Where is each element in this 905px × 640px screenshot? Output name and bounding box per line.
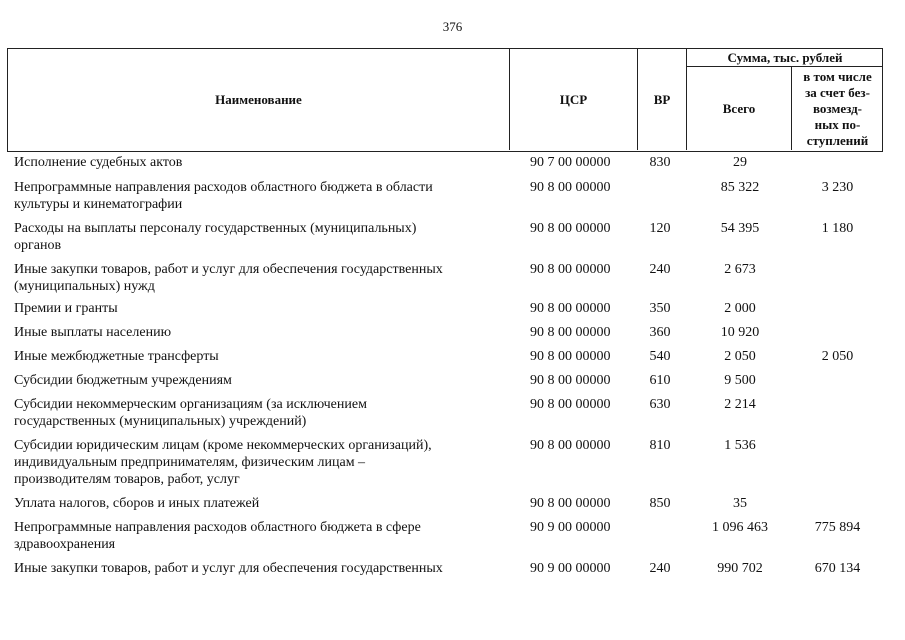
row-csr: 90 8 00 00000: [530, 438, 611, 453]
header-sum: Сумма, тыс. рублей: [727, 49, 843, 65]
row-total: 35: [733, 496, 747, 511]
header-free-line: в том числе: [803, 69, 872, 84]
row-total: 10 920: [720, 325, 760, 340]
row-free: 3 230: [821, 180, 854, 195]
row-csr: 90 8 00 00000: [530, 221, 611, 236]
row-vr: 810: [649, 438, 671, 453]
row-name: [14, 154, 500, 171]
row-name-line: Исполнение судебных актов: [14, 155, 183, 170]
row-vr: 120: [649, 221, 671, 236]
row-total: 2 673: [724, 262, 756, 277]
row-csr: 90 9 00 00000: [530, 561, 611, 576]
row-name-line: Субсидии некоммерческим организациям (за исключением: [14, 397, 367, 412]
row-name: [14, 560, 500, 577]
row-total: 1 536: [724, 438, 756, 453]
header-csr: ЦСР: [559, 91, 588, 107]
row-vr: 610: [649, 373, 671, 388]
row-vr: 830: [649, 155, 671, 170]
row-csr: 90 8 00 00000: [530, 496, 611, 511]
row-name: [14, 220, 500, 254]
row-name-line: индивидуальным предпринимателям, физическим лицам –: [14, 455, 366, 470]
row-vr: 240: [649, 561, 671, 576]
page-number: 376: [442, 19, 463, 34]
row-name-line: органов: [14, 238, 62, 253]
row-vr: 350: [649, 301, 671, 316]
row-csr: 90 8 00 00000: [530, 262, 611, 277]
row-total: 990 702: [717, 561, 763, 576]
row-name-line: Непрограммные направления расходов областного бюджета в области: [14, 180, 433, 195]
row-csr: 90 8 00 00000: [530, 180, 611, 195]
row-free: 775 894: [814, 520, 861, 535]
row-vr: 540: [649, 349, 671, 364]
row-name-line: (муниципальных) нужд: [14, 279, 155, 294]
row-free: 2 050: [821, 349, 854, 364]
row-name-line: Премии и гранты: [14, 301, 118, 316]
row-csr: 90 8 00 00000: [530, 301, 611, 316]
header-free-line: ных по-: [814, 117, 861, 132]
row-name-line: Иные закупки товаров, работ и услуг для обеспечения государственных: [14, 262, 443, 277]
row-csr: 90 8 00 00000: [530, 373, 611, 388]
row-name: [14, 324, 500, 341]
row-name: [14, 300, 500, 317]
row-total: 54 395: [720, 221, 760, 236]
row-csr: 90 7 00 00000: [530, 155, 611, 170]
header-total: Всего: [722, 100, 756, 116]
row-name-line: производителям товаров, работ, услуг: [14, 472, 240, 487]
row-name: [14, 437, 500, 488]
row-name-line: Уплата налогов, сборов и иных платежей: [14, 496, 260, 511]
row-name-line: здравоохранения: [14, 537, 116, 552]
row-total: 85 322: [720, 180, 760, 195]
header-vr: ВР: [653, 91, 671, 107]
row-name-line: Иные межбюджетные трансферты: [14, 349, 219, 364]
header-free: [792, 68, 883, 150]
row-name-line: государственных (муниципальных) учреждений): [14, 414, 307, 429]
header-name: Наименование: [215, 91, 302, 107]
row-name: [14, 372, 500, 389]
row-csr: 90 8 00 00000: [530, 397, 611, 412]
row-vr: 630: [649, 397, 671, 412]
header-free-line: ступлений: [806, 133, 869, 148]
row-total: 2 050: [724, 349, 756, 364]
row-name: [14, 519, 500, 553]
row-name-line: Иные выплаты населению: [14, 325, 172, 340]
row-name-line: Субсидии бюджетным учреждениям: [14, 373, 232, 388]
row-total: 9 500: [724, 373, 756, 388]
header-free-line: за счет без-: [805, 85, 870, 100]
row-name: [14, 396, 500, 430]
table-header: [7, 48, 883, 152]
row-free: 670 134: [814, 561, 861, 576]
row-name: [14, 348, 500, 365]
row-name: [14, 261, 500, 295]
row-name-line: Расходы на выплаты персоналу государственных (муниципальных): [14, 221, 417, 236]
row-vr: 240: [649, 262, 671, 277]
row-name-line: Субсидии юридическим лицам (кроме некоммерческих организаций),: [14, 438, 432, 453]
header-free-line: возмезд-: [813, 101, 862, 116]
row-free: 1 180: [821, 221, 854, 236]
row-total: 2 000: [724, 301, 756, 316]
row-total: 1 096 463: [712, 520, 768, 535]
row-name-line: культуры и кинематографии: [14, 197, 183, 212]
row-total: 29: [733, 155, 747, 170]
row-name: [14, 495, 500, 512]
row-name-line: Иные закупки товаров, работ и услуг для обеспечения государственных: [14, 561, 443, 576]
row-vr: 850: [649, 496, 671, 511]
row-csr: 90 9 00 00000: [530, 520, 611, 535]
row-total: 2 214: [724, 397, 756, 412]
row-name-line: Непрограммные направления расходов областного бюджета в сфере: [14, 520, 421, 535]
row-name: [14, 179, 500, 213]
row-csr: 90 8 00 00000: [530, 349, 611, 364]
row-vr: 360: [649, 325, 671, 340]
row-csr: 90 8 00 00000: [530, 325, 611, 340]
